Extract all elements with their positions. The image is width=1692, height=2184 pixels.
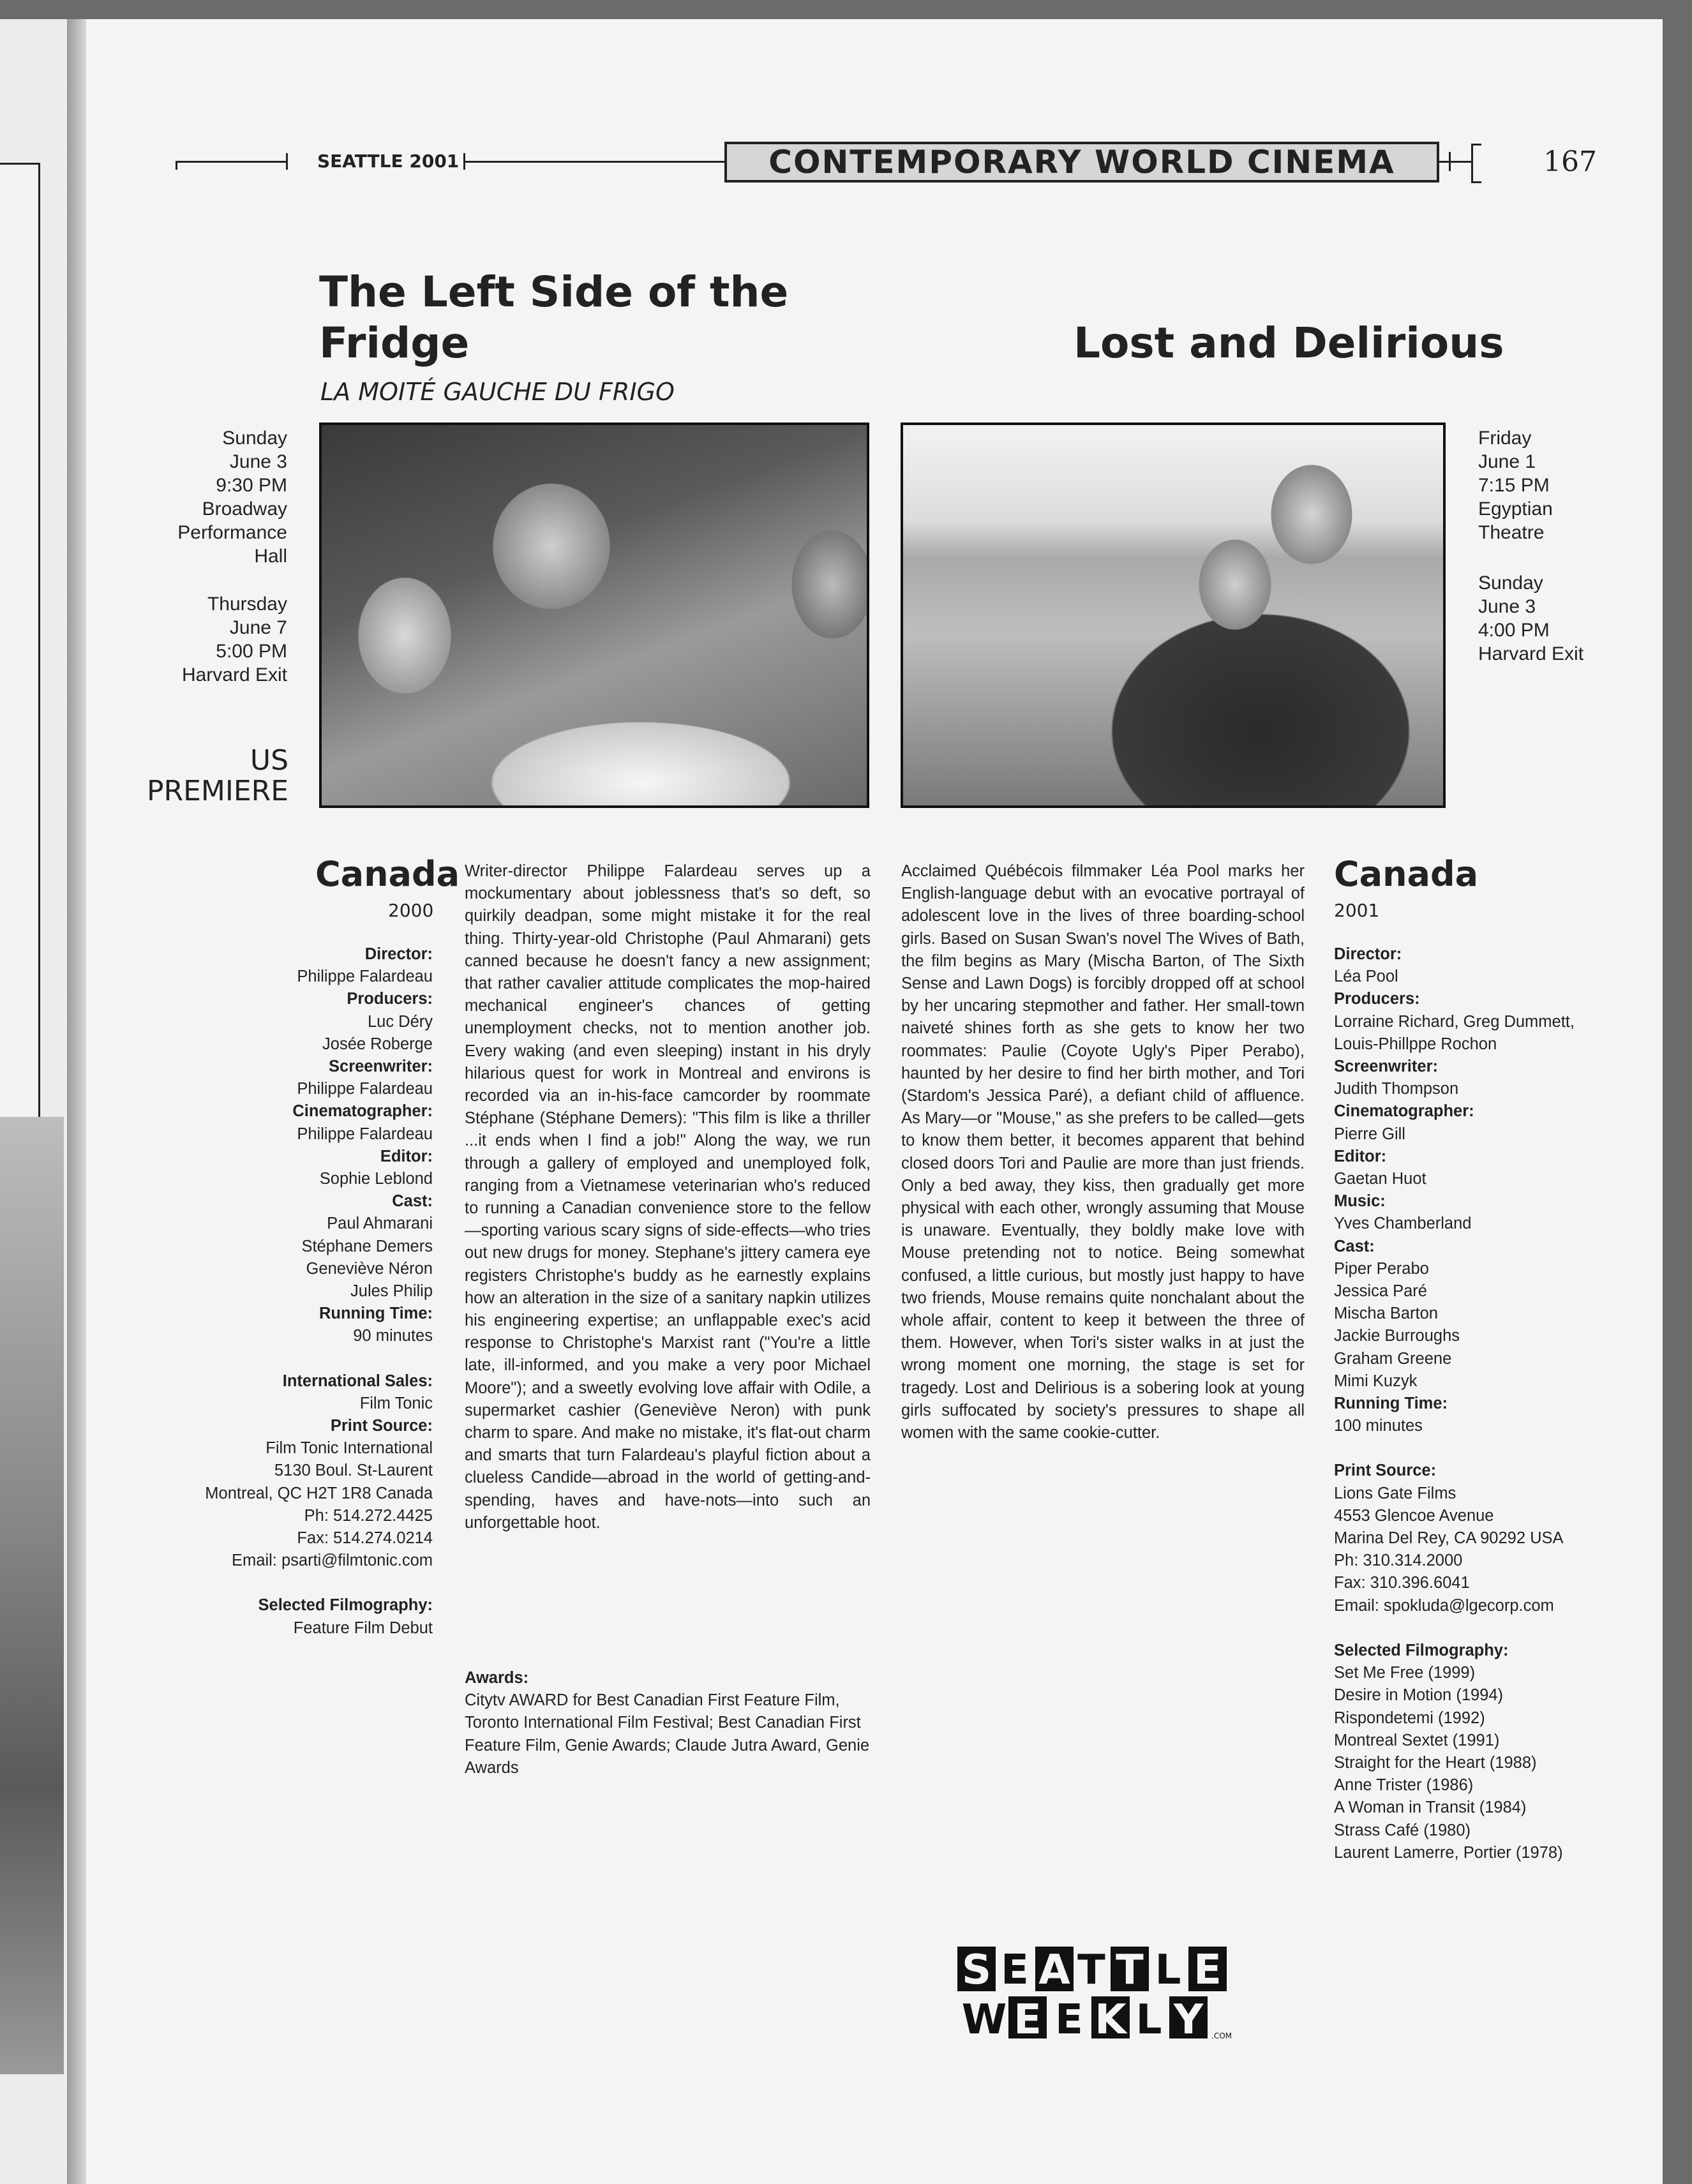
film-left-country: Canada [315, 854, 460, 894]
film-left-title-line1: The Left Side of the [319, 267, 789, 317]
header-tick [286, 153, 288, 170]
film-right-synopsis: Acclaimed Québécois filmmaker Léa Pool marks her English-language debut with an evocative portrayal of adolescent love in the lives of three boarding-school girls. Based on Susan Swan's novel The Wives of Bath, the film begins as Mary (Mischa Barton, of The Sixth Sense and Lawn Dogs) is forcibly dropped off at school by her uncaring stepmother and father. Her small-town naiveté shines forth as she gets to know her two roommates: Paulie (Coyote Ugly's Piper Perabo), haunted by her desire to find her birth mother, and Tori (Stardom's Jessica Paré), a defiant child of affluence. As Mary—or "Mouse," as she prefers to be called—gets to know them better, it becomes apparent that behind closed doors Tori and Paulie are more than just friends. Only a bed away, they kiss, then gradually get more physical with each other, wrongly assuming that Mouse is unaware. Eventually, they boldly make love with Mouse pretending not to notice. Being somewhat confused, a little curious, but mostly just happy to have two friends, Mouse remains quite nonchalant about the whole affair, content to keep it between the three of them. However, when Tori's sister walks in at just the wrong moment one morning, the stage is set for tragedy. Lost and Delirious is a sobering look at young girls suffocated by society's pressures to shape all women with the same cookie-cutter. [901, 862, 1305, 1442]
film-left-awards [465, 1667, 871, 1779]
screening-time: 5:00 PM [216, 641, 287, 662]
credit-label: Cast: [1334, 1237, 1375, 1255]
header-rule-left [176, 161, 287, 163]
credit-value: 100 minutes [1334, 1417, 1423, 1435]
credit-label: Selected Filmography: [258, 1596, 433, 1615]
credit-spacer [1334, 1437, 1653, 1460]
film-left-year: 2000 [388, 900, 434, 921]
premiere-line: US [250, 744, 288, 777]
logo-letter: T [1116, 1947, 1144, 1994]
credit-value: Fax: 310.396.6041 [1334, 1574, 1470, 1592]
logo-letter: K [1095, 1996, 1127, 2042]
credit-label: Screenwriter: [1334, 1058, 1438, 1076]
credit-label: Director: [364, 945, 433, 963]
screening-day: Thursday [207, 594, 287, 615]
film-left-synopsis: Writer-director Philippe Falardeau serves up a mockumentary about joblessness that's so deft, so quirkily deadpan, some might mistake it for the real thing. Thirty-year-old Christophe (Paul Ahmarani) gets canned because he doesn't fancy a new assignment; that rather cavalier attitude complicates the mop-haired mechanical engineer's chances of getting unemployment checks, not to mention another job. Every waking (and even sleeping) instant in his dryly hilarious quest for work in Montreal and environs is recorded via an in-his-face camcorder by roommate Stéphane (Stéphane Demers): "This film is like a thriller ...it ends when I find a job!" Along the way, we run through a gallery of employed and unemployed folk, ranging from a Vietnamese veterinarian who's reduced to running a Canadian convenience store to the fellow —sporting various scary signs of side-effects—who tries out new drugs for money. Stephane's jittery camera eye registers Christophe's buddy as he earnestly explains how an alteration in the size of a sanitary napkin utilizes his engineering expertise; an unflappable exec's acid response to Christophe's Marxist rant ("You're a little late, ill-informed, and you make a very poor Michael Moore"); and a sweetly evolving love affair with Odile, a supermarket cashier (Geneviève Neron) with punk charm to spare. And make no mistake, it's flat-out charm and smarts that turn Falardeau's playful fiction about a clueless Candide—abroad in the world of getting-and-spending, haves and have-nots—into such an unforgettable hoot. [465, 862, 871, 1532]
logo-letter: E [1014, 1996, 1042, 2042]
logo-letter: L [1135, 1996, 1162, 2042]
premiere-line: PREMIERE [146, 775, 288, 807]
screening-venue: Egyptian [1478, 498, 1553, 520]
credit-label: Cinematographer: [292, 1102, 433, 1121]
credit-label: Music: [1334, 1192, 1386, 1211]
film-left-credits [128, 943, 433, 1640]
screening-date: June 7 [229, 617, 287, 638]
film-left-screening-1 [128, 426, 287, 568]
credit-value: Laurent Lamerre, Portier (1978) [1334, 1843, 1563, 1862]
screening-day: Sunday [1478, 572, 1543, 594]
credit-value: Josée Roberge [322, 1035, 433, 1053]
film-left-title-line2: Fridge [319, 318, 470, 368]
header-bracket [1471, 144, 1473, 183]
credit-value: Graham Greene [1334, 1349, 1452, 1368]
credit-value: Piper Perabo [1334, 1259, 1429, 1278]
film-right-still [901, 423, 1446, 808]
credit-label: Editor: [380, 1147, 433, 1165]
credit-label: Print Source: [330, 1417, 433, 1435]
section-banner: CONTEMPORARY WORLD CINEMA [724, 142, 1439, 183]
credit-value: Desire in Motion (1994) [1334, 1686, 1504, 1705]
credit-value: Louis-Phillppe Rochon [1334, 1035, 1497, 1053]
header-bracket-bottom [1471, 181, 1481, 183]
credit-value: Film Tonic [359, 1394, 433, 1412]
credit-label: Running Time: [1334, 1395, 1448, 1413]
credit-label: Running Time: [318, 1305, 433, 1323]
credit-label: Cinematographer: [1334, 1102, 1474, 1121]
logo-letter: S [961, 1947, 992, 1994]
film-left-original-title: LA MOITÉ GAUCHE DU FRIGO [320, 378, 675, 406]
screening-day: Friday [1478, 428, 1532, 449]
screening-venue: Harvard Exit [181, 664, 287, 685]
credit-label: Producers: [347, 990, 433, 1008]
credit-value: Pierre Gill [1334, 1125, 1405, 1143]
credit-value: Geneviève Néron [306, 1259, 433, 1278]
credit-value: Film Tonic International [266, 1439, 433, 1458]
us-premiere-label [128, 745, 288, 807]
awards-label: Awards: [465, 1669, 529, 1687]
logo-suffix: .COM [1211, 2031, 1232, 2040]
seattle-weekly-logo [957, 1947, 1251, 2042]
facing-page-frame [0, 163, 40, 1124]
logo-letter: L [1155, 1947, 1181, 1994]
header-rule-middle [463, 161, 726, 163]
film-right-screening-1 [1478, 426, 1638, 544]
facing-page-edge [0, 19, 67, 2184]
credit-label: Selected Filmography: [1334, 1641, 1509, 1659]
credit-value: Ph: 514.272.4425 [304, 1506, 433, 1525]
screening-venue: Theatre [1478, 522, 1545, 543]
credit-value: Straight for the Heart (1988) [1334, 1753, 1537, 1772]
credit-label: Screenwriter: [329, 1058, 433, 1076]
credit-spacer [1334, 1617, 1653, 1640]
screening-day: Sunday [222, 428, 287, 449]
page-number: 167 [1543, 146, 1597, 178]
credit-value: Mimi Kuzyk [1334, 1372, 1418, 1390]
credit-value: A Woman in Transit (1984) [1334, 1799, 1527, 1817]
screening-venue: Hall [254, 546, 287, 567]
page-spine [67, 19, 86, 2184]
credit-value: Philippe Falardeau [297, 1080, 433, 1098]
credit-value: Set Me Free (1999) [1334, 1664, 1476, 1682]
screening-time: 9:30 PM [216, 475, 287, 496]
logo-letter: E [1055, 1996, 1083, 2042]
film-right-year: 2001 [1334, 900, 1380, 921]
header-rule-right [1439, 161, 1471, 163]
film-left-screening-2 [128, 592, 287, 687]
credit-value: Mischa Barton [1334, 1305, 1438, 1323]
logo-letter: Y [1173, 1996, 1204, 2042]
screening-time: 4:00 PM [1478, 620, 1550, 641]
credit-value: 90 minutes [353, 1327, 433, 1345]
credit-value: Jessica Paré [1334, 1282, 1427, 1301]
header-tick [1449, 152, 1451, 171]
credit-value: Sophie Leblond [319, 1170, 433, 1188]
credit-value: Yves Chamberland [1334, 1215, 1472, 1233]
credit-value: Judith Thompson [1334, 1080, 1459, 1098]
logo-letter: E [1194, 1947, 1222, 1994]
logo-letter: A [1038, 1947, 1070, 1994]
credit-value: Philippe Falardeau [297, 1125, 433, 1143]
screening-date: June 1 [1478, 451, 1536, 472]
credit-spacer [128, 1572, 433, 1594]
screening-venue: Broadway [202, 498, 287, 520]
header-bracket-top [1471, 144, 1481, 146]
credit-value: Fax: 514.274.0214 [297, 1529, 433, 1548]
film-left-title [319, 267, 788, 369]
awards-text: Citytv AWARD for Best Canadian First Feature Film, Toronto International Film Festival; Best Canadian First Feature Film, Genie Awards; Claude Jutra Award, Genie Awards [465, 1691, 870, 1777]
logo-letter: E [1001, 1947, 1029, 1994]
credit-value: Montreal Sextet (1991) [1334, 1731, 1500, 1749]
credit-value: Email: psarti@filmtonic.com [232, 1552, 433, 1570]
credit-value: Philippe Falardeau [297, 968, 433, 986]
credit-value: Paul Ahmarani [327, 1215, 433, 1233]
credit-value: Stéphane Demers [301, 1237, 433, 1255]
screening-venue: Performance [177, 522, 287, 543]
film-right-title: Lost and Delirious [1074, 318, 1504, 368]
credit-value: Lions Gate Films [1334, 1484, 1456, 1502]
credit-value: 5130 Boul. St-Laurent [274, 1462, 433, 1480]
credit-value: Strass Café (1980) [1334, 1821, 1471, 1839]
credit-value: Lorraine Richard, Greg Dummett, [1334, 1012, 1575, 1031]
credit-label: Print Source: [1334, 1462, 1437, 1480]
credit-label: Director: [1334, 945, 1402, 963]
credit-value: Anne Trister (1986) [1334, 1776, 1474, 1795]
film-left-still [319, 423, 869, 808]
film-right-screening-2 [1478, 571, 1638, 666]
logo-letter: T [1077, 1947, 1105, 1994]
credit-value: Montreal, QC H2T 1R8 Canada [205, 1484, 433, 1502]
credit-label: Cast: [392, 1192, 433, 1211]
credit-value: Feature Film Debut [293, 1619, 433, 1637]
screening-date: June 3 [229, 451, 287, 472]
header-festival: SEATTLE 2001 [317, 151, 460, 172]
credit-label: International Sales: [282, 1372, 433, 1390]
film-right-country: Canada [1334, 854, 1479, 894]
credit-value: Rispondetemi (1992) [1334, 1709, 1485, 1727]
credit-value: Jackie Burroughs [1334, 1327, 1460, 1345]
header-tick [176, 161, 177, 170]
credit-label: Producers: [1334, 990, 1420, 1008]
credit-value: Gaetan Huot [1334, 1170, 1426, 1188]
screening-venue: Harvard Exit [1478, 643, 1584, 664]
credit-label: Editor: [1334, 1147, 1387, 1165]
credit-spacer [128, 1348, 433, 1370]
screening-time: 7:15 PM [1478, 475, 1550, 496]
credit-value: 4553 Glencoe Avenue [1334, 1506, 1494, 1525]
credit-value: Léa Pool [1334, 968, 1398, 986]
screening-date: June 3 [1478, 596, 1536, 617]
credit-value: Luc Déry [367, 1012, 433, 1031]
film-right-credits [1334, 943, 1653, 1864]
credit-value: Jules Philip [350, 1282, 433, 1301]
logo-letter: W [961, 1996, 1007, 2042]
credit-value: Ph: 310.314.2000 [1334, 1552, 1463, 1570]
facing-page-photo [0, 1117, 64, 2074]
credit-value: Email: spokluda@lgecorp.com [1334, 1596, 1554, 1615]
credit-value: Marina Del Rey, CA 90292 USA [1334, 1529, 1564, 1548]
